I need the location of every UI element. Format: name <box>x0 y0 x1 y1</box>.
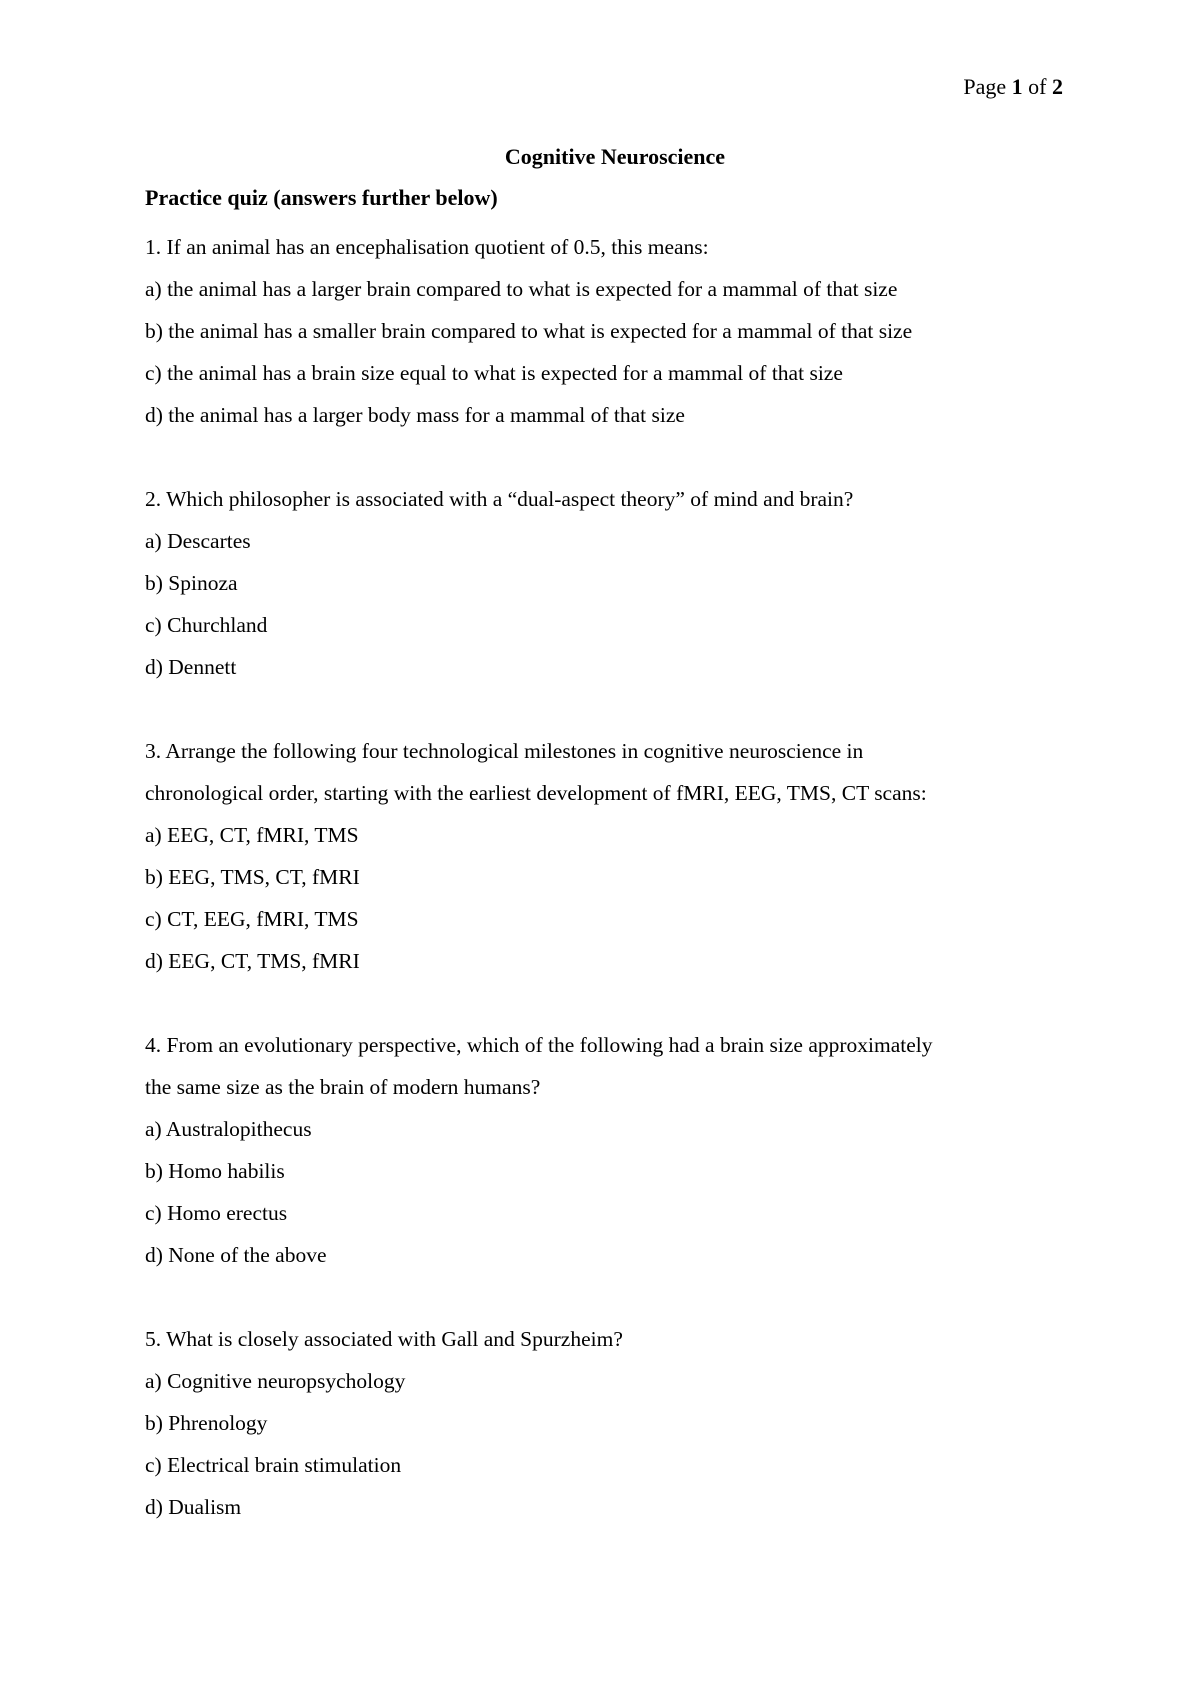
answer-option: b) Homo habilis <box>145 1159 285 1183</box>
question-text: 3. Arrange the following four technological milestones in cognitive neuroscience in <box>145 739 864 763</box>
answer-option: d) Dualism <box>145 1495 242 1519</box>
question-text: 5. What is closely associated with Gall and Spurzheim? <box>145 1327 623 1351</box>
document-body <box>145 143 1065 1570</box>
answer-option: a) the animal has a larger brain compared to what is expected for a mammal of that size <box>145 277 898 301</box>
answer-option: c) Homo erectus <box>145 1201 288 1225</box>
question-text-continued: chronological order, starting with the earliest development of fMRI, EEG, TMS, CT scans: <box>145 781 927 805</box>
answer-option: c) the animal has a brain size equal to what is expected for a mammal of that size <box>145 361 843 385</box>
question-text: 4. From an evolutionary perspective, which of the following had a brain size approximately <box>145 1033 933 1057</box>
question-3 <box>145 730 1065 982</box>
answer-option: b) Phrenology <box>145 1411 268 1435</box>
answer-option: a) Cognitive neuropsychology <box>145 1369 406 1393</box>
answer-option: a) EEG, CT, fMRI, TMS <box>145 823 359 847</box>
page-number-total: 2 <box>1052 74 1063 99</box>
question-1 <box>145 226 1065 436</box>
answer-option: c) CT, EEG, fMRI, TMS <box>145 907 359 931</box>
question-2 <box>145 478 1065 688</box>
page-number-current: 1 <box>1011 74 1023 99</box>
answer-option: d) the animal has a larger body mass for a mammal of that size <box>145 403 685 427</box>
page-number-separator: of <box>1028 74 1047 99</box>
answer-option: a) Australopithecus <box>145 1117 312 1141</box>
answer-option: d) Dennett <box>145 655 237 679</box>
question-4 <box>145 1024 1065 1276</box>
document-subtitle: Practice quiz (answers further below) <box>145 185 498 210</box>
answer-option: d) EEG, CT, TMS, fMRI <box>145 949 360 973</box>
page-number <box>963 73 1063 101</box>
answer-option: b) Spinoza <box>145 571 238 595</box>
question-text-continued: the same size as the brain of modern humans? <box>145 1075 541 1099</box>
answer-option: c) Churchland <box>145 613 268 637</box>
document-title: Cognitive Neuroscience <box>504 144 726 169</box>
answer-option: c) Electrical brain stimulation <box>145 1453 402 1477</box>
question-5 <box>145 1318 1065 1528</box>
answer-option: b) EEG, TMS, CT, fMRI <box>145 865 360 889</box>
question-text: 1. If an animal has an encephalisation quotient of 0.5, this means: <box>145 235 709 259</box>
question-text: 2. Which philosopher is associated with a “dual-aspect theory” of mind and brain? <box>145 487 854 511</box>
answer-option: d) None of the above <box>145 1243 327 1267</box>
page-number-prefix: Page <box>963 74 1007 99</box>
answer-option: b) the animal has a smaller brain compared to what is expected for a mammal of that size <box>145 319 913 343</box>
answer-option: a) Descartes <box>145 529 251 553</box>
